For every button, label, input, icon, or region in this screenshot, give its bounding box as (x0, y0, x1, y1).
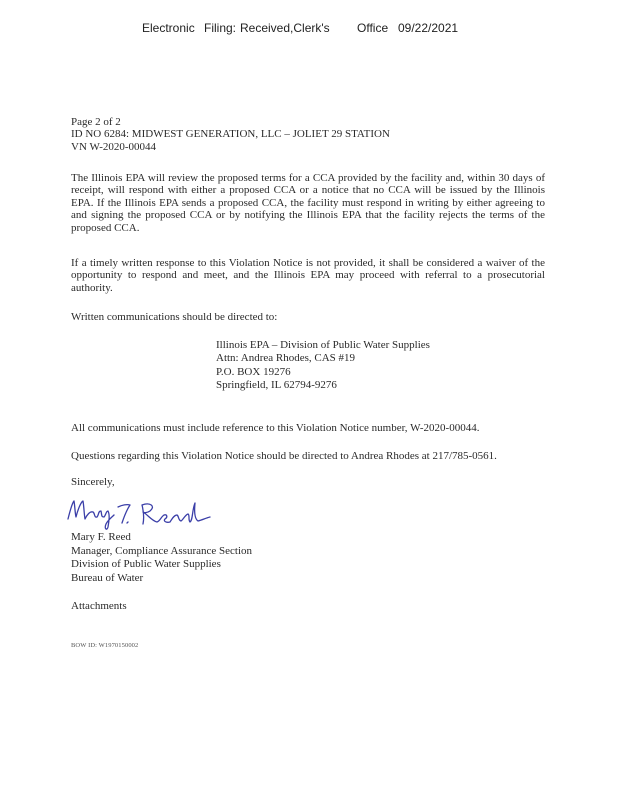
address-line-city: Springfield, IL 62794-9276 (216, 379, 337, 392)
violation-notice-number: VN W-2020-00044 (71, 140, 157, 153)
paragraph-waiver: If a timely written response to this Violation Notice is not provided, it shall be considered a waiver of the opportunity to respond and meet, and the Illinois EPA may proceed with referral to a prosecutorial authority. (71, 257, 545, 294)
signatory-block (71, 531, 252, 585)
paragraph-reference-number: All communications must include reference to this Violation Notice number, W-2020-00044. (71, 422, 480, 434)
signatory-division: Division of Public Water Supplies (71, 558, 221, 571)
paragraph-cca-review: The Illinois EPA will review the proposed terms for a CCA provided by the facility and, within 30 days of receipt, will respond with either a proposed CCA or a notice that no CCA will be issued by the Illinois EPA. If the Illinois EPA sends a proposed CCA, the facility must respond in writing by either agreeing to and signing the proposed CCA or by notifying the Illinois EPA that the facility rejects the terms of the proposed CCA. (71, 172, 545, 234)
mailing-address (216, 339, 430, 393)
address-line-pobox: P.O. BOX 19276 (216, 365, 291, 378)
facility-id-line: ID NO 6284: MIDWEST GENERATION, LLC – JOLIET 29 STATION (71, 128, 390, 141)
address-line-agency: Illinois EPA – Division of Public Water Supplies (216, 339, 430, 351)
paragraph-written-communications: Written communications should be directed to: (71, 311, 278, 323)
page-number: Page 2 of 2 (71, 116, 121, 128)
filing-date: 09/22/2021 (398, 21, 459, 35)
paragraph-questions-contact: Questions regarding this Violation Notice should be directed to Andrea Rhodes at 217/785-0561. (71, 450, 497, 462)
address-line-attn: Attn: Andrea Rhodes, CAS #19 (216, 352, 356, 365)
handwritten-signature (64, 493, 214, 535)
signatory-title: Manager, Compliance Assurance Section (71, 544, 253, 557)
filing-received-clerks: Received,Clerk's (240, 21, 330, 35)
filing-label: Filing: (204, 21, 237, 35)
electronic-filing-stamp (142, 21, 458, 35)
letter-header (71, 116, 545, 153)
signatory-name: Mary F. Reed (71, 531, 131, 543)
closing-salutation: Sincerely, (71, 476, 115, 488)
attachments-label: Attachments (71, 600, 127, 612)
filing-electronic: Electronic (142, 21, 195, 35)
filing-office: Office (357, 21, 389, 35)
signatory-bureau: Bureau of Water (71, 571, 144, 584)
bow-id: BOW ID: W1970150002 (71, 642, 139, 649)
